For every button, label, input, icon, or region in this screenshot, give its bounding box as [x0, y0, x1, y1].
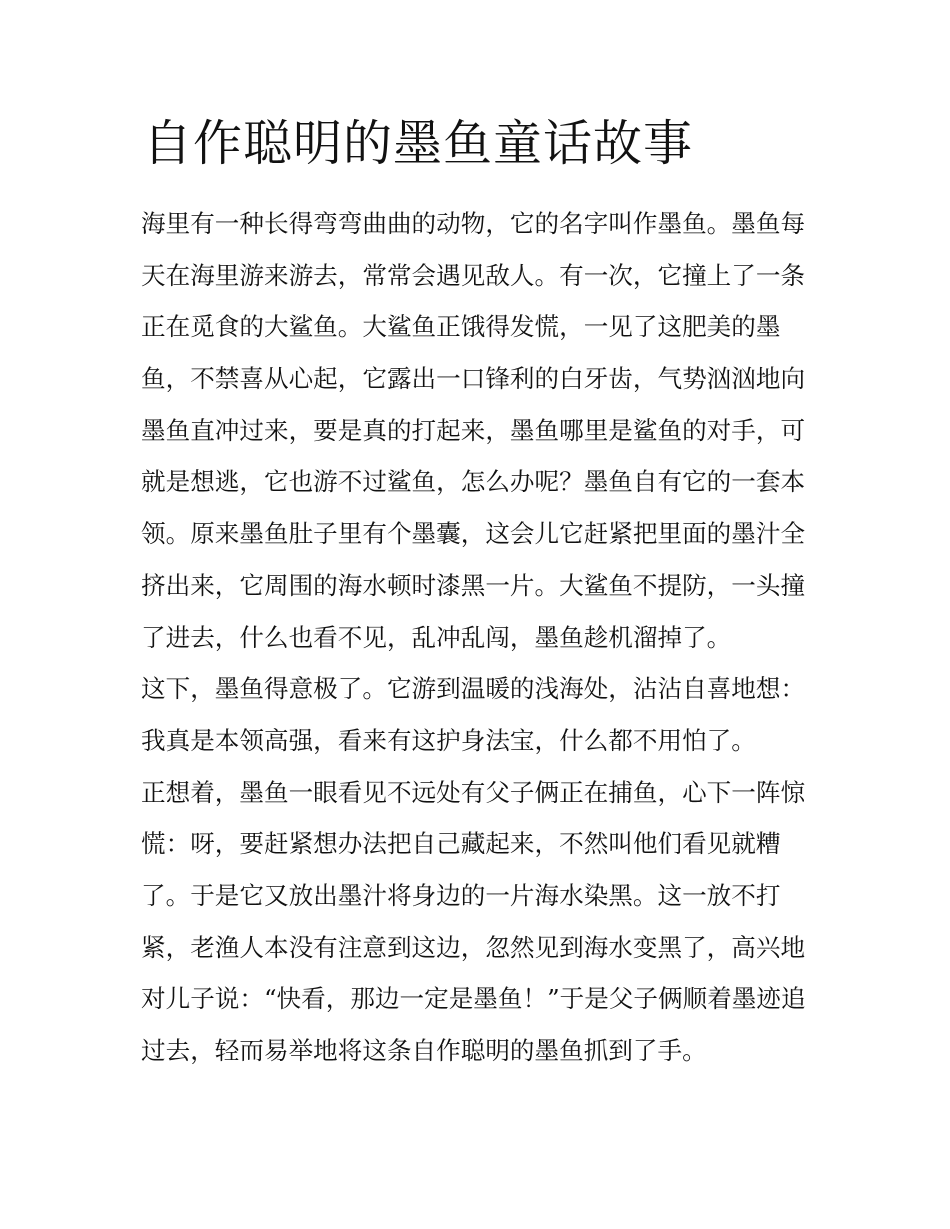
story-line: 紧，老渔人本没有注意到这边，忽然见到海水变黑了，高兴地	[141, 932, 806, 962]
story-body	[141, 198, 813, 1077]
story-line: 挤出来，它周围的海水顿时漆黑一片。大鲨鱼不提防，一头撞	[141, 570, 806, 600]
story-line: 对儿子说：“快看，那边一定是墨鱼！”于是父子俩顺着墨迹追	[141, 984, 806, 1014]
document-title: 自作聪明的墨鱼童话故事	[143, 115, 694, 172]
story-line: 正在觅食的大鲨鱼。大鲨鱼正饿得发慌，一见了这肥美的墨	[141, 312, 781, 342]
story-line: 慌：呀，要赶紧想办法把自己藏起来，不然叫他们看见就糟	[141, 829, 781, 859]
story-line: 就是想逃，它也游不过鲨鱼，怎么办呢？墨鱼自有它的一套本	[141, 467, 806, 497]
story-line: 正想着，墨鱼一眼看见不远处有父子俩正在捕鱼，心下一阵惊	[141, 777, 806, 807]
story-line: 这下，墨鱼得意极了。它游到温暖的浅海处，沾沾自喜地想：	[141, 674, 806, 704]
story-line: 天在海里游来游去，常常会遇见敌人。有一次，它撞上了一条	[141, 260, 806, 290]
story-line: 领。原来墨鱼肚子里有个墨囊，这会儿它赶紧把里面的墨汁全	[141, 519, 806, 549]
story-line: 了。于是它又放出墨汁将身边的一片海水染黑。这一放不打	[141, 880, 781, 910]
story-line: 鱼，不禁喜从心起，它露出一口锋利的白牙齿，气势汹汹地向	[141, 364, 806, 394]
story-line: 了进去，什么也看不见，乱冲乱闯，墨鱼趁机溜掉了。	[141, 622, 732, 652]
story-line: 海里有一种长得弯弯曲曲的动物，它的名字叫作墨鱼。墨鱼每	[141, 209, 806, 238]
story-line: 墨鱼直冲过来，要是真的打起来，墨鱼哪里是鲨鱼的对手，可	[141, 415, 806, 445]
story-line: 我真是本领高强，看来有这护身法宝，什么都不用怕了。	[141, 725, 756, 755]
story-line: 过去，轻而易举地将这条自作聪明的墨鱼抓到了手。	[141, 1036, 707, 1065]
